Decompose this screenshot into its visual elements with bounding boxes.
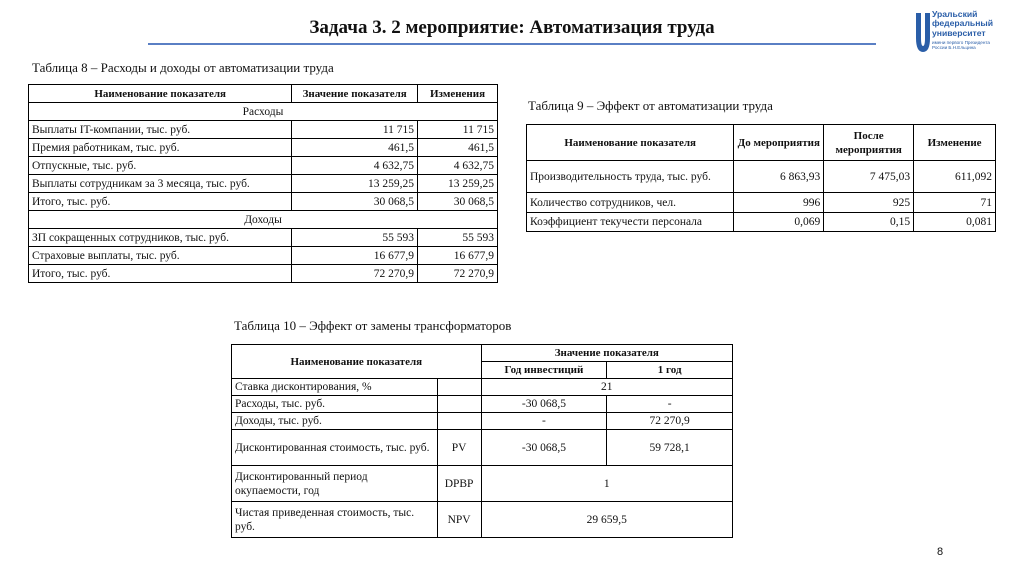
table-row xyxy=(29,157,498,175)
title-divider xyxy=(148,43,876,45)
table-row xyxy=(29,121,498,139)
table-row xyxy=(527,161,996,193)
row-value: 72 270,9 xyxy=(292,265,418,283)
row-change: 72 270,9 xyxy=(418,265,498,283)
page-number: 8 xyxy=(937,546,944,558)
header-cell: Наименование показателя xyxy=(232,345,482,379)
row-change: 30 068,5 xyxy=(418,193,498,211)
row-label: Расходы, тыс. руб. xyxy=(232,396,438,413)
row-label: Производительность труда, тыс. руб. xyxy=(527,161,734,193)
row-value: 30 068,5 xyxy=(292,193,418,211)
section-label: Доходы xyxy=(29,211,498,229)
row-abbr: DPBP xyxy=(437,466,481,502)
row-value: 21 xyxy=(481,379,732,396)
table-row xyxy=(232,379,733,396)
row-value-y1: 59 728,1 xyxy=(607,430,733,466)
row-label: Чистая приведенная стоимость, тыс. руб. xyxy=(232,502,438,538)
row-label: Премия работникам, тыс. руб. xyxy=(29,139,292,157)
table-row xyxy=(29,175,498,193)
logo-line-1: Уральский xyxy=(932,9,978,19)
row-value: 16 677,9 xyxy=(292,247,418,265)
row-change: 16 677,9 xyxy=(418,247,498,265)
row-change: 71 xyxy=(914,193,996,213)
row-change: 11 715 xyxy=(418,121,498,139)
row-label: Страховые выплаты, тыс. руб. xyxy=(29,247,292,265)
table-row xyxy=(232,466,733,502)
university-logo xyxy=(914,10,1014,58)
table-row xyxy=(29,229,498,247)
row-value-inv: - xyxy=(481,413,607,430)
table10 xyxy=(231,344,733,538)
row-label: Отпускные, тыс. руб. xyxy=(29,157,292,175)
row-after: 925 xyxy=(824,193,914,213)
row-before: 6 863,93 xyxy=(734,161,824,193)
row-value: 11 715 xyxy=(292,121,418,139)
row-change: 55 593 xyxy=(418,229,498,247)
section-row xyxy=(29,211,498,229)
table-row xyxy=(527,193,996,213)
table-row xyxy=(29,247,498,265)
table9 xyxy=(526,124,996,232)
row-label: Выплаты IT-компании, тыс. руб. xyxy=(29,121,292,139)
logo-sub-2: России Б.Н.Ельцина xyxy=(932,45,976,51)
table-row xyxy=(232,396,733,413)
row-label: Количество сотрудников, чел. xyxy=(527,193,734,213)
row-label: Итого, тыс. руб. xyxy=(29,193,292,211)
table-row xyxy=(29,265,498,283)
row-change: 0,081 xyxy=(914,213,996,232)
table-header-row xyxy=(232,345,733,362)
row-value-inv: -30 068,5 xyxy=(481,430,607,466)
section-label: Расходы xyxy=(29,103,498,121)
row-before: 996 xyxy=(734,193,824,213)
table10-caption: Таблица 10 – Эффект от замены трансформаторов xyxy=(234,318,512,333)
row-change: 4 632,75 xyxy=(418,157,498,175)
logo-line-3: университет xyxy=(932,27,986,38)
row-label: Дисконтированный период окупаемости, год xyxy=(232,466,438,502)
table-row xyxy=(29,139,498,157)
header-cell: После мероприятия xyxy=(824,125,914,161)
row-value: 13 259,25 xyxy=(292,175,418,193)
header-cell: Наименование показателя xyxy=(527,125,734,161)
table-row xyxy=(527,213,996,232)
row-before: 0,069 xyxy=(734,213,824,232)
row-abbr xyxy=(437,413,481,430)
row-after: 0,15 xyxy=(824,213,914,232)
row-label: Ставка дисконтирования, % xyxy=(232,379,438,396)
row-label: Коэффициент текучести персонала xyxy=(527,213,734,232)
row-value-inv: -30 068,5 xyxy=(481,396,607,413)
table-row xyxy=(232,413,733,430)
table-row xyxy=(232,502,733,538)
header-cell: 1 год xyxy=(607,362,733,379)
header-cell: Значение показателя xyxy=(292,85,418,103)
row-value: 4 632,75 xyxy=(292,157,418,175)
row-label: Дисконтированная стоимость, тыс. руб. xyxy=(232,430,438,466)
header-cell: Год инвестиций xyxy=(481,362,607,379)
row-value-y1: 72 270,9 xyxy=(607,413,733,430)
row-abbr xyxy=(437,396,481,413)
row-change: 13 259,25 xyxy=(418,175,498,193)
header-cell: Значение показателя xyxy=(481,345,732,362)
row-value-y1: - xyxy=(607,396,733,413)
row-value: 55 593 xyxy=(292,229,418,247)
row-label: ЗП сокращенных сотрудников, тыс. руб. xyxy=(29,229,292,247)
logo-u-icon xyxy=(914,12,932,54)
table-row xyxy=(29,193,498,211)
row-after: 7 475,03 xyxy=(824,161,914,193)
row-value: 29 659,5 xyxy=(481,502,732,538)
section-row xyxy=(29,103,498,121)
logo-line-2: федеральный xyxy=(932,18,994,29)
row-value: 1 xyxy=(481,466,732,502)
header-cell: Изменения xyxy=(418,85,498,103)
table8-caption: Таблица 8 – Расходы и доходы от автоматизации труда xyxy=(32,60,334,75)
table-header-row xyxy=(29,85,498,103)
table9-caption: Таблица 9 – Эффект от автоматизации труда xyxy=(528,98,773,113)
row-change: 461,5 xyxy=(418,139,498,157)
table-header-row xyxy=(527,125,996,161)
row-value: 461,5 xyxy=(292,139,418,157)
row-abbr: PV xyxy=(437,430,481,466)
row-abbr xyxy=(437,379,481,396)
row-label: Итого, тыс. руб. xyxy=(29,265,292,283)
header-cell: Наименование показателя xyxy=(29,85,292,103)
table8 xyxy=(28,84,498,283)
page-title: Задача 3. 2 мероприятие: Автоматизация труда xyxy=(309,17,715,38)
logo-sub-1: имени первого Президента xyxy=(932,40,990,45)
table-row xyxy=(232,430,733,466)
row-label: Доходы, тыс. руб. xyxy=(232,413,438,430)
row-label: Выплаты сотрудникам за 3 месяца, тыс. руб. xyxy=(29,175,292,193)
row-abbr: NPV xyxy=(437,502,481,538)
header-cell: До мероприятия xyxy=(734,125,824,161)
header-cell: Изменение xyxy=(914,125,996,161)
row-change: 611,092 xyxy=(914,161,996,193)
